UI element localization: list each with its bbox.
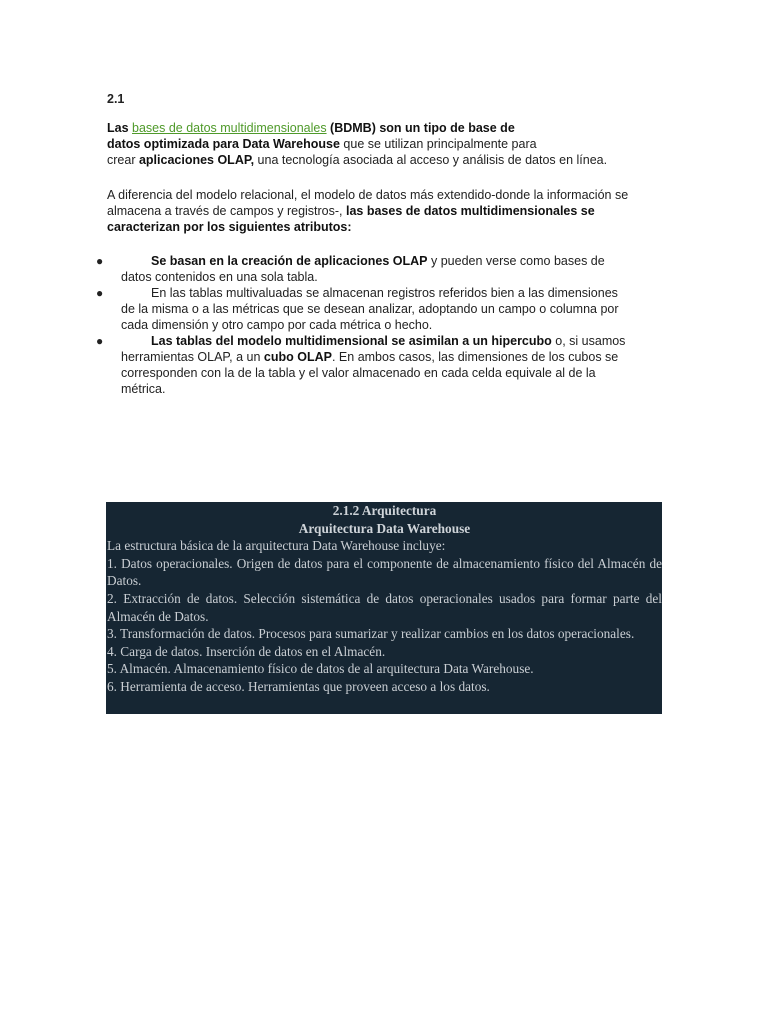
bullet-icon: ●: [96, 334, 104, 348]
list-text: cada dimensión y otro campo por cada métrica o hecho.: [121, 318, 433, 332]
architecture-heading: 2.1.2 Arquitectura: [332, 503, 437, 518]
intro-text: crear: [107, 153, 139, 167]
list-item: [96, 253, 676, 285]
attributes-list: [96, 253, 676, 397]
paragraph-text: las bases de datos multidimensionales se: [346, 204, 595, 218]
architecture-item: 4. Carga de datos. Inserción de datos en el Almacén.: [107, 643, 386, 659]
intro-paragraph: [107, 120, 667, 168]
comparison-paragraph: [107, 187, 667, 235]
paragraph-text: almacena a través de campos y registros-,: [107, 204, 346, 218]
bdmb-link[interactable]: bases de datos multidimensionales: [132, 121, 327, 135]
list-text: herramientas OLAP, a un: [121, 350, 264, 364]
architecture-subheading: Arquitectura Data Warehouse: [298, 520, 471, 536]
list-item: [96, 285, 676, 333]
list-text: o, si usamos: [551, 334, 626, 348]
architecture-item: 2. Extracción de datos. Selección sistemática de datos operacionales usados para formar parte del Almacén de Datos.: [107, 590, 662, 624]
bullet-icon: ●: [96, 254, 104, 268]
section-number: 2.1: [107, 92, 125, 106]
paragraph-line: A diferencia del modelo relacional, el modelo de datos más extendido-donde la información se: [107, 188, 629, 202]
list-text: Se basan en la creación de aplicaciones OLAP: [151, 254, 428, 268]
intro-text: que se utilizan principalmente para: [339, 137, 537, 151]
list-text: cubo OLAP: [263, 350, 332, 364]
list-text: corresponden con la de la tabla y el valor almacenado en cada celda equivale al de la: [121, 366, 596, 380]
intro-text: Las: [107, 121, 133, 135]
intro-text: datos optimizada para Data Warehouse: [107, 137, 340, 151]
list-text: . En ambos casos, las dimensiones de los cubos se: [331, 350, 619, 364]
architecture-item: 3. Transformación de datos. Procesos para sumarizar y realizar cambios en los datos operacionales.: [107, 626, 635, 642]
architecture-item: 6. Herramienta de acceso. Herramientas que proveen acceso a los datos.: [107, 678, 490, 694]
architecture-item: 1. Datos operacionales. Origen de datos para el componente de almacenamiento físico del Almacén de Datos.: [107, 555, 662, 589]
list-item: [96, 333, 676, 397]
list-text: Las tablas del modelo multidimensional se asimilan a un hipercubo: [151, 334, 552, 348]
list-text: datos contenidos en una sola tabla.: [121, 270, 318, 284]
list-text: En las tablas multivaluadas se almacenan registros referidos bien a las dimensiones: [151, 286, 618, 300]
intro-text: una tecnología asociada al acceso y análisis de datos en línea.: [254, 153, 608, 167]
list-text: métrica.: [121, 382, 166, 396]
architecture-item: 5. Almacén. Almacenamiento físico de datos de al arquitectura Data Warehouse.: [107, 661, 534, 677]
list-text: de la misma o a las métricas que se desean analizar, adoptando un campo o columna por: [121, 302, 619, 316]
bullet-icon: ●: [96, 286, 104, 300]
architecture-intro: La estructura básica de la arquitectura Data Warehouse incluye:: [107, 538, 446, 554]
intro-text: (BDMB) son un tipo de base de: [326, 121, 515, 135]
paragraph-line: caracterizan por los siguientes atributos:: [107, 220, 352, 234]
architecture-box: [106, 502, 662, 714]
intro-text: aplicaciones OLAP,: [138, 153, 255, 167]
list-text: y pueden verse como bases de: [427, 254, 605, 268]
